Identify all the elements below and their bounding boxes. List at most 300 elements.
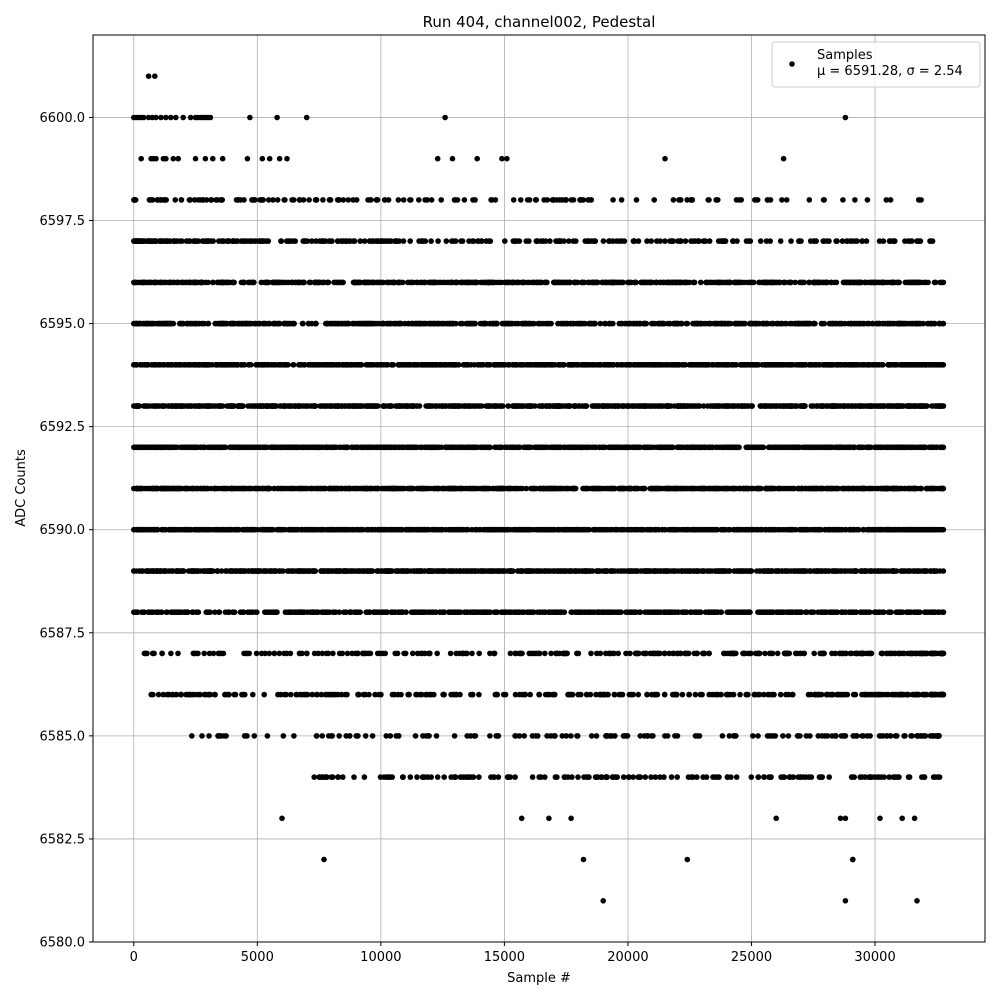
data-point	[888, 403, 894, 409]
data-point	[788, 238, 794, 244]
data-point	[267, 156, 273, 162]
data-point	[401, 197, 407, 203]
data-point	[411, 403, 417, 409]
data-point	[182, 362, 188, 368]
data-point	[493, 321, 499, 327]
data-point	[747, 280, 753, 286]
data-point	[376, 445, 382, 451]
data-point	[695, 321, 701, 327]
data-point	[204, 362, 210, 368]
data-point	[596, 362, 602, 368]
data-point	[797, 403, 803, 409]
data-point	[153, 403, 159, 409]
data-point	[456, 362, 462, 368]
data-point	[396, 321, 402, 327]
data-point	[767, 445, 773, 451]
data-point	[759, 280, 765, 286]
data-point	[313, 321, 319, 327]
data-point	[865, 197, 871, 203]
data-point	[212, 321, 218, 327]
data-point	[709, 445, 715, 451]
data-point	[178, 403, 184, 409]
data-point	[662, 238, 668, 244]
data-point	[792, 321, 798, 327]
data-point	[506, 280, 512, 286]
data-point	[453, 403, 459, 409]
data-point	[679, 362, 685, 368]
data-point	[827, 362, 833, 368]
data-point	[430, 280, 436, 286]
data-point	[875, 445, 881, 451]
data-point	[657, 280, 663, 286]
data-point	[605, 403, 611, 409]
data-point	[690, 238, 696, 244]
data-point	[200, 197, 206, 203]
data-point	[923, 362, 929, 368]
data-point	[349, 445, 355, 451]
data-point	[679, 321, 685, 327]
data-point	[283, 403, 289, 409]
data-point	[320, 197, 326, 203]
data-point	[935, 362, 941, 368]
data-point	[349, 403, 355, 409]
data-point	[236, 197, 242, 203]
data-point	[534, 197, 540, 203]
data-point	[367, 362, 373, 368]
data-point	[877, 238, 883, 244]
data-point	[614, 238, 620, 244]
data-point	[674, 362, 680, 368]
data-point	[941, 403, 947, 409]
data-point	[241, 280, 247, 286]
data-point	[772, 445, 778, 451]
data-point	[589, 321, 595, 327]
data-point	[851, 321, 857, 327]
data-point	[749, 321, 755, 327]
data-point	[503, 445, 509, 451]
data-point	[131, 197, 137, 203]
data-point	[396, 280, 402, 286]
data-point	[440, 280, 446, 286]
data-point	[159, 197, 165, 203]
data-point	[144, 280, 150, 286]
data-point	[781, 156, 787, 162]
data-point	[798, 362, 804, 368]
data-point	[290, 238, 296, 244]
data-point	[239, 238, 245, 244]
data-point	[515, 321, 521, 327]
data-point	[327, 197, 333, 203]
data-point	[259, 197, 265, 203]
data-point	[235, 362, 241, 368]
data-point	[380, 403, 386, 409]
data-point	[307, 280, 313, 286]
data-point	[444, 238, 450, 244]
data-point	[639, 362, 645, 368]
data-point	[539, 403, 545, 409]
data-point	[774, 403, 780, 409]
data-point	[589, 197, 595, 203]
data-point	[593, 238, 599, 244]
data-point	[609, 445, 615, 451]
data-point	[557, 403, 563, 409]
data-point	[429, 197, 435, 203]
data-point	[455, 445, 461, 451]
data-point	[293, 280, 299, 286]
data-point	[868, 403, 874, 409]
data-point	[458, 238, 464, 244]
data-point	[607, 238, 613, 244]
data-point	[881, 403, 887, 409]
data-point	[370, 321, 376, 327]
data-point	[654, 238, 660, 244]
data-point	[381, 321, 387, 327]
data-point	[861, 321, 867, 327]
data-point	[312, 403, 318, 409]
data-point	[460, 321, 466, 327]
data-point	[286, 280, 292, 286]
data-point	[358, 362, 364, 368]
data-point	[606, 321, 612, 327]
data-point	[320, 238, 326, 244]
data-point	[187, 197, 193, 203]
data-point	[752, 445, 758, 451]
data-point	[909, 238, 915, 244]
data-point	[484, 362, 490, 368]
data-point	[811, 238, 817, 244]
data-point	[610, 197, 616, 203]
data-point	[846, 403, 852, 409]
data-point	[502, 362, 508, 368]
data-point	[361, 445, 367, 451]
data-point	[412, 445, 418, 451]
data-point	[553, 238, 559, 244]
data-point	[650, 321, 656, 327]
data-point	[368, 197, 374, 203]
data-point	[705, 197, 711, 203]
data-point	[717, 362, 723, 368]
data-point	[902, 445, 908, 451]
data-point	[471, 445, 477, 451]
data-point	[731, 362, 737, 368]
data-point	[516, 280, 522, 286]
data-point	[928, 445, 934, 451]
data-point	[423, 238, 429, 244]
data-point	[821, 403, 827, 409]
data-point	[897, 321, 903, 327]
data-point	[329, 321, 335, 327]
data-point	[152, 321, 158, 327]
data-point	[141, 321, 147, 327]
data-point	[444, 445, 450, 451]
data-point	[386, 238, 392, 244]
data-point	[578, 362, 584, 368]
data-point	[449, 321, 455, 327]
data-point	[406, 445, 412, 451]
data-point	[741, 280, 747, 286]
data-point	[401, 238, 407, 244]
data-point	[281, 445, 287, 451]
data-point	[435, 156, 441, 162]
data-point	[830, 403, 836, 409]
data-point	[209, 197, 215, 203]
data-point	[148, 445, 154, 451]
data-point	[180, 321, 186, 327]
data-point	[248, 403, 254, 409]
data-point	[277, 156, 283, 162]
data-point	[829, 445, 835, 451]
data-point	[538, 445, 544, 451]
data-point	[807, 197, 813, 203]
data-point	[319, 445, 325, 451]
data-point	[701, 362, 707, 368]
data-point	[807, 280, 813, 286]
data-point	[538, 280, 544, 286]
data-point	[488, 197, 494, 203]
data-point	[781, 403, 787, 409]
data-point	[284, 156, 290, 162]
data-point	[326, 280, 332, 286]
data-point	[340, 280, 346, 286]
data-point	[811, 403, 817, 409]
data-point	[917, 403, 923, 409]
data-point	[131, 403, 137, 409]
data-point	[560, 321, 566, 327]
data-point	[331, 280, 337, 286]
data-point	[725, 280, 731, 286]
data-point	[586, 280, 592, 286]
data-point	[821, 238, 827, 244]
data-point	[450, 445, 456, 451]
data-point	[374, 197, 380, 203]
data-point	[816, 445, 822, 451]
data-point	[197, 280, 203, 286]
data-point	[210, 156, 216, 162]
data-point	[496, 445, 502, 451]
data-point	[618, 280, 624, 286]
data-point	[149, 362, 155, 368]
data-point	[447, 362, 453, 368]
data-point	[614, 445, 620, 451]
data-point	[671, 197, 677, 203]
data-point	[667, 321, 673, 327]
data-point	[670, 445, 676, 451]
data-point	[389, 362, 395, 368]
data-point	[193, 445, 199, 451]
data-point	[504, 156, 510, 162]
data-point	[466, 403, 472, 409]
data-point	[566, 238, 572, 244]
data-point	[353, 362, 359, 368]
data-point	[788, 403, 794, 409]
data-point	[438, 197, 444, 203]
data-point	[273, 403, 279, 409]
data-point	[573, 238, 579, 244]
data-point	[703, 280, 709, 286]
data-point	[656, 445, 662, 451]
data-point	[253, 321, 259, 327]
data-point	[711, 362, 717, 368]
data-point	[678, 280, 684, 286]
data-point	[736, 403, 742, 409]
data-point	[342, 403, 348, 409]
data-point	[619, 403, 625, 409]
data-point	[369, 403, 375, 409]
data-point	[291, 362, 297, 368]
data-point	[151, 238, 157, 244]
data-point	[703, 238, 709, 244]
data-point	[218, 403, 224, 409]
data-point	[844, 280, 850, 286]
data-point	[273, 280, 279, 286]
data-point	[521, 280, 527, 286]
data-point	[146, 73, 152, 79]
data-point	[345, 445, 351, 451]
data-point	[847, 238, 853, 244]
data-point	[415, 280, 421, 286]
data-point	[941, 280, 947, 286]
data-point	[892, 445, 898, 451]
data-point	[514, 362, 520, 368]
data-point	[281, 197, 287, 203]
data-point	[899, 362, 905, 368]
data-point	[246, 362, 252, 368]
data-point	[941, 445, 947, 451]
data-point	[467, 280, 473, 286]
data-point	[426, 445, 432, 451]
data-point	[895, 280, 901, 286]
data-point	[573, 403, 579, 409]
data-point	[852, 197, 858, 203]
data-point	[405, 403, 411, 409]
data-point	[918, 321, 924, 327]
data-point	[164, 321, 170, 327]
data-point	[677, 238, 683, 244]
data-point	[599, 280, 605, 286]
data-point	[809, 362, 815, 368]
data-point	[248, 238, 254, 244]
data-point	[590, 403, 596, 409]
data-point	[262, 445, 268, 451]
data-point	[571, 197, 577, 203]
data-point	[758, 403, 764, 409]
data-point	[648, 362, 654, 368]
data-point	[821, 197, 827, 203]
data-point	[247, 280, 253, 286]
data-point	[300, 321, 306, 327]
data-point	[170, 403, 176, 409]
data-point	[868, 280, 874, 286]
data-point	[278, 238, 284, 244]
data-point	[565, 445, 571, 451]
data-point	[407, 238, 413, 244]
data-point	[304, 403, 310, 409]
data-point	[131, 445, 137, 451]
data-point	[382, 197, 388, 203]
data-point	[632, 238, 638, 244]
data-point	[362, 321, 368, 327]
data-point	[376, 321, 382, 327]
data-point	[612, 403, 618, 409]
data-point	[651, 197, 657, 203]
data-point	[204, 238, 210, 244]
data-point	[656, 321, 662, 327]
data-point	[407, 197, 413, 203]
data-point	[902, 238, 908, 244]
data-point	[239, 445, 245, 451]
data-point	[857, 280, 863, 286]
data-point	[834, 238, 840, 244]
data-point	[834, 362, 840, 368]
data-point	[412, 362, 418, 368]
data-point	[679, 403, 685, 409]
data-point	[525, 445, 531, 451]
data-point	[870, 321, 876, 327]
data-point	[427, 403, 433, 409]
data-point	[396, 197, 402, 203]
data-point	[557, 445, 563, 451]
data-point	[784, 197, 790, 203]
data-point	[619, 197, 625, 203]
data-point	[891, 321, 897, 327]
data-point	[713, 197, 719, 203]
data-point	[712, 321, 718, 327]
data-point	[538, 321, 544, 327]
data-point	[313, 238, 319, 244]
data-point	[152, 73, 158, 79]
data-point	[872, 280, 878, 286]
data-point	[848, 362, 854, 368]
data-point	[322, 362, 328, 368]
data-point	[171, 156, 177, 162]
data-point	[397, 403, 403, 409]
data-point	[698, 280, 704, 286]
data-point	[860, 403, 866, 409]
data-point	[887, 238, 893, 244]
data-point	[232, 321, 238, 327]
data-point	[416, 197, 422, 203]
data-point	[221, 321, 227, 327]
data-point	[187, 238, 193, 244]
data-point	[521, 362, 527, 368]
data-point	[138, 156, 144, 162]
data-point	[610, 280, 616, 286]
data-point	[641, 403, 647, 409]
data-point	[752, 197, 758, 203]
data-point	[857, 445, 863, 451]
data-point	[487, 403, 493, 409]
data-point	[590, 445, 596, 451]
data-point	[678, 197, 684, 203]
data-point	[163, 115, 169, 121]
data-point	[208, 403, 214, 409]
data-point	[550, 362, 556, 368]
data-point	[625, 362, 631, 368]
data-point	[684, 445, 690, 451]
data-point	[435, 445, 441, 451]
data-point	[744, 238, 750, 244]
data-point	[313, 197, 319, 203]
data-point	[336, 197, 342, 203]
data-point	[909, 321, 915, 327]
data-point	[428, 238, 434, 244]
data-point	[401, 445, 407, 451]
data-point	[701, 403, 707, 409]
data-point	[864, 238, 870, 244]
data-point	[210, 280, 216, 286]
data-point	[567, 362, 573, 368]
data-point	[655, 403, 661, 409]
